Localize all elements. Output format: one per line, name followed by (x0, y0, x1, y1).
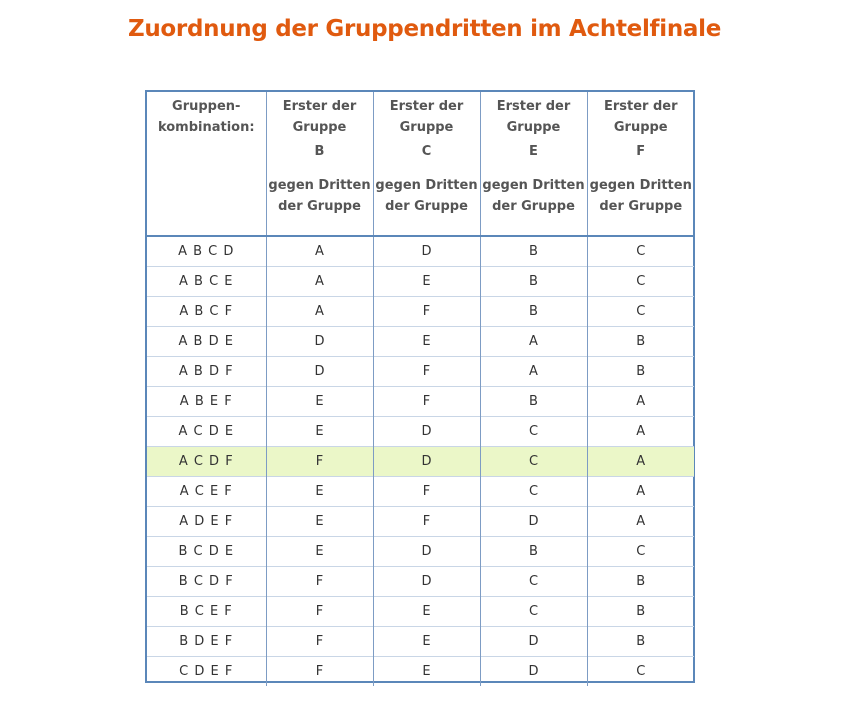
combination-cell: A C D E (147, 417, 266, 447)
table-cell: A (587, 417, 694, 447)
table-cell: E (373, 327, 480, 357)
table-row (147, 507, 694, 537)
table-row (147, 657, 694, 687)
table-cell: A (480, 327, 587, 357)
combination-cell: B C D F (147, 567, 266, 597)
header-against2: der Gruppe (599, 199, 683, 214)
table-cell: D (266, 327, 373, 357)
table-cell: B (587, 567, 694, 597)
table-cell: C (587, 537, 694, 567)
assignment-table-frame (145, 90, 695, 683)
table-cell: E (373, 657, 480, 687)
table-row (147, 627, 694, 657)
table-cell: A (266, 297, 373, 327)
header-against1: gegen Dritten (375, 178, 478, 193)
table-row (147, 236, 694, 267)
combination-cell: A B C D (178, 244, 235, 259)
table-row-highlighted (147, 447, 694, 477)
header-line2: Gruppe (399, 120, 454, 135)
header-letter: B (314, 144, 325, 159)
table-cell: E (373, 597, 480, 627)
table-cell: D (266, 357, 373, 387)
table-cell: E (266, 417, 373, 447)
combination-cell: A B C F (147, 297, 266, 327)
page-title: Zuordnung der Gruppendritten im Achtelfinale (127, 16, 722, 42)
table-cell: C (480, 567, 587, 597)
table-cell: A (480, 357, 587, 387)
table-cell: E (266, 507, 373, 537)
header-line2: Gruppe (292, 120, 347, 135)
table-cell: B (480, 267, 587, 297)
table-cell: F (266, 627, 373, 657)
table-cell: E (373, 627, 480, 657)
table-cell: B (480, 387, 587, 417)
table-cell: A (587, 387, 694, 417)
table-row (147, 537, 694, 567)
table-cell: F (373, 507, 480, 537)
header-line1: Erster der (389, 99, 464, 114)
table-cell: D (373, 236, 480, 267)
table-row (147, 357, 694, 387)
combination-cell: A C D F (147, 447, 266, 477)
header-line2: Gruppe (613, 120, 668, 135)
header-against1: gegen Dritten (268, 178, 371, 193)
table-cell: B (480, 537, 587, 567)
table-cell: D (373, 537, 480, 567)
table-cell: F (373, 477, 480, 507)
combination-cell: A D E F (147, 507, 266, 537)
table-cell: D (480, 657, 587, 687)
table-row (147, 597, 694, 627)
table-cell: F (373, 297, 480, 327)
table-cell: F (266, 657, 373, 687)
table-cell: E (266, 537, 373, 567)
table-cell: F (266, 597, 373, 627)
table-row (147, 417, 694, 447)
header-against1: gegen Dritten (482, 178, 585, 193)
table-cell: D (373, 447, 480, 477)
table-cell: E (266, 387, 373, 417)
table-cell: B (480, 297, 587, 327)
table-cell: C (587, 236, 694, 267)
header-group-f (587, 92, 694, 236)
table-cell: D (373, 417, 480, 447)
combination-cell: A B D F (147, 357, 266, 387)
header-against2: der Gruppe (492, 199, 575, 214)
combination-cell: A B C E (147, 267, 266, 297)
table-cell: D (480, 627, 587, 657)
header-against2: der Gruppe (278, 199, 361, 214)
table-cell: C (480, 477, 587, 507)
table-cell: C (587, 657, 694, 687)
table-cell: F (266, 567, 373, 597)
table-cell: C (480, 597, 587, 627)
table-cell: F (373, 387, 480, 417)
table-cell: B (480, 236, 587, 267)
header-letter: F (636, 144, 646, 159)
header-line2: Gruppe (506, 120, 561, 135)
header-combination-line1: Gruppen- (172, 99, 241, 114)
table-cell: B (587, 327, 694, 357)
table-cell: C (587, 297, 694, 327)
header-combination-line2: kombination: (157, 120, 255, 135)
table-cell: A (587, 447, 694, 477)
table-row (147, 477, 694, 507)
table-cell: A (587, 507, 694, 537)
header-against2: der Gruppe (385, 199, 468, 214)
assignment-table (147, 92, 694, 686)
table-cell: A (587, 477, 694, 507)
header-against1: gegen Dritten (589, 178, 692, 193)
combination-cell: A B D E (147, 327, 266, 357)
table-cell: A (266, 267, 373, 297)
table-cell: B (587, 597, 694, 627)
table-cell: F (373, 357, 480, 387)
table-cell: C (587, 267, 694, 297)
table-cell: E (266, 477, 373, 507)
table-cell: A (266, 236, 373, 267)
header-letter: C (421, 144, 432, 159)
combination-cell: B C E F (147, 597, 266, 627)
table-cell: F (266, 447, 373, 477)
combination-cell: A C E F (147, 477, 266, 507)
table-row (147, 327, 694, 357)
table-row (147, 297, 694, 327)
table-row (147, 387, 694, 417)
combination-cell: B C D E (147, 537, 266, 567)
header-combination (147, 92, 266, 236)
header-line1: Erster der (496, 99, 571, 114)
header-group-e (480, 92, 587, 236)
table-cell: C (480, 447, 587, 477)
table-cell: D (480, 507, 587, 537)
table-cell: C (480, 417, 587, 447)
header-letter: E (529, 144, 538, 159)
table-cell: B (587, 627, 694, 657)
table-header-row (147, 92, 694, 236)
table-cell: E (373, 267, 480, 297)
table-row (147, 267, 694, 297)
header-line1: Erster der (603, 99, 678, 114)
header-group-b (266, 92, 373, 236)
table-cell: B (587, 357, 694, 387)
header-line1: Erster der (282, 99, 357, 114)
combination-cell: A B E F (147, 387, 266, 417)
table-cell: D (373, 567, 480, 597)
combination-cell: C D E F (147, 657, 266, 687)
header-group-c (373, 92, 480, 236)
combination-cell: B D E F (147, 627, 266, 657)
table-row (147, 567, 694, 597)
